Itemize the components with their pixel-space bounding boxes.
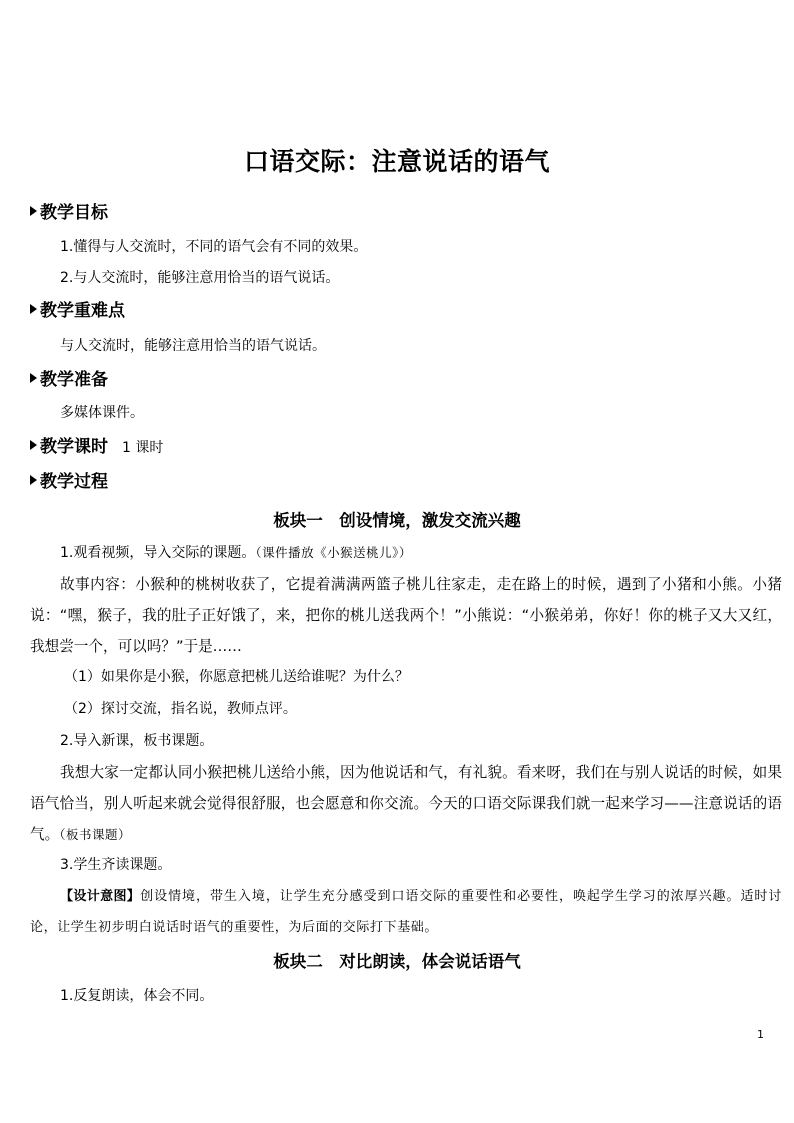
section-heading-label: 教学重难点 <box>40 301 125 321</box>
preparation-text: 多媒体课件。 <box>60 405 144 421</box>
page-title: 口语交际：注意说话的语气 <box>243 147 550 176</box>
section-heading-label: 教学课时 <box>40 437 108 457</box>
intro-paragraph <box>30 757 782 850</box>
triangle-bullet-icon <box>30 373 37 383</box>
block-1-step-2: 2.导入新课，板书课题。 <box>60 733 214 749</box>
hours-value: 1 课时 <box>122 440 164 456</box>
question-1: （1）如果你是小猴，你愿意把桃儿送给谁呢？为什么？ <box>64 669 409 685</box>
block-2-step-1: 1.反复朗读，体会不同。 <box>60 988 214 1004</box>
block-1-step-1 <box>60 543 412 563</box>
section-heading-preparation <box>30 368 108 392</box>
section-heading-label: 教学准备 <box>40 370 108 390</box>
section-heading-goals <box>30 201 108 225</box>
design-intent-text: 创设情境，带生入境，让学生充分感受到口语交际的重要性和必要性，唤起学生学习的浓厚兴趣。适时讨论，让学生初步明白说话时语气的重要性，为后面的交际打下基础。 <box>30 889 782 935</box>
question-2: （2）探讨交流，指名说，教师点评。 <box>64 701 297 717</box>
goal-item-1: 1.懂得与人交流时，不同的语气会有不同的效果。 <box>60 239 368 255</box>
block-2-title: 板块二 对比朗读，体会说话语气 <box>273 952 521 971</box>
intro-note: （板书课题） <box>59 827 131 842</box>
block-1-step-3: 3.学生齐读课题。 <box>60 857 172 873</box>
page-number: 1 <box>757 1028 764 1041</box>
step-text: 1.观看视频，导入交际的课题。 <box>60 545 256 561</box>
section-heading-hours <box>30 435 163 460</box>
section-heading-label: 教学过程 <box>40 472 108 492</box>
story-paragraph: 故事内容：小猴种的桃树收获了，它提着满满两篮子桃儿往家走，走在路上的时候，遇到了小猪和小熊。小猪说：“嘿，猴子，我的肚子正好饿了，来，把你的桃儿送我两个！”小熊说：“小猴弟弟，你好！你的桃子又大又红，我想尝一个，可以吗？”于是…… <box>30 576 782 655</box>
step-note: （课件播放《小猴送桃儿》） <box>255 545 412 560</box>
key-points-text: 与人交流时，能够注意用恰当的语气说话。 <box>60 338 326 354</box>
goal-item-2: 2.与人交流时，能够注意用恰当的语气说话。 <box>60 270 340 286</box>
triangle-bullet-icon <box>30 440 37 450</box>
block-1-title: 板块一 创设情境，激发交流兴趣 <box>273 511 521 530</box>
design-intent-paragraph <box>30 881 782 943</box>
section-heading-key-points <box>30 299 125 323</box>
intro-text: 我想大家一定都认同小猴把桃儿送给小熊，因为他说话和气，有礼貌。看来呀，我们在与别人说话的时候，如果语气恰当，别人听起来就会觉得很舒服，也会愿意和你交流。今天的口语交际课我们就一起来学习——注意说话的语气。 <box>30 764 782 843</box>
triangle-bullet-icon <box>30 304 37 314</box>
design-intent-label: 【设计意图】 <box>60 889 141 904</box>
section-heading-process <box>30 470 108 494</box>
triangle-bullet-icon <box>30 206 37 216</box>
section-heading-label: 教学目标 <box>40 203 108 223</box>
triangle-bullet-icon <box>30 475 37 485</box>
